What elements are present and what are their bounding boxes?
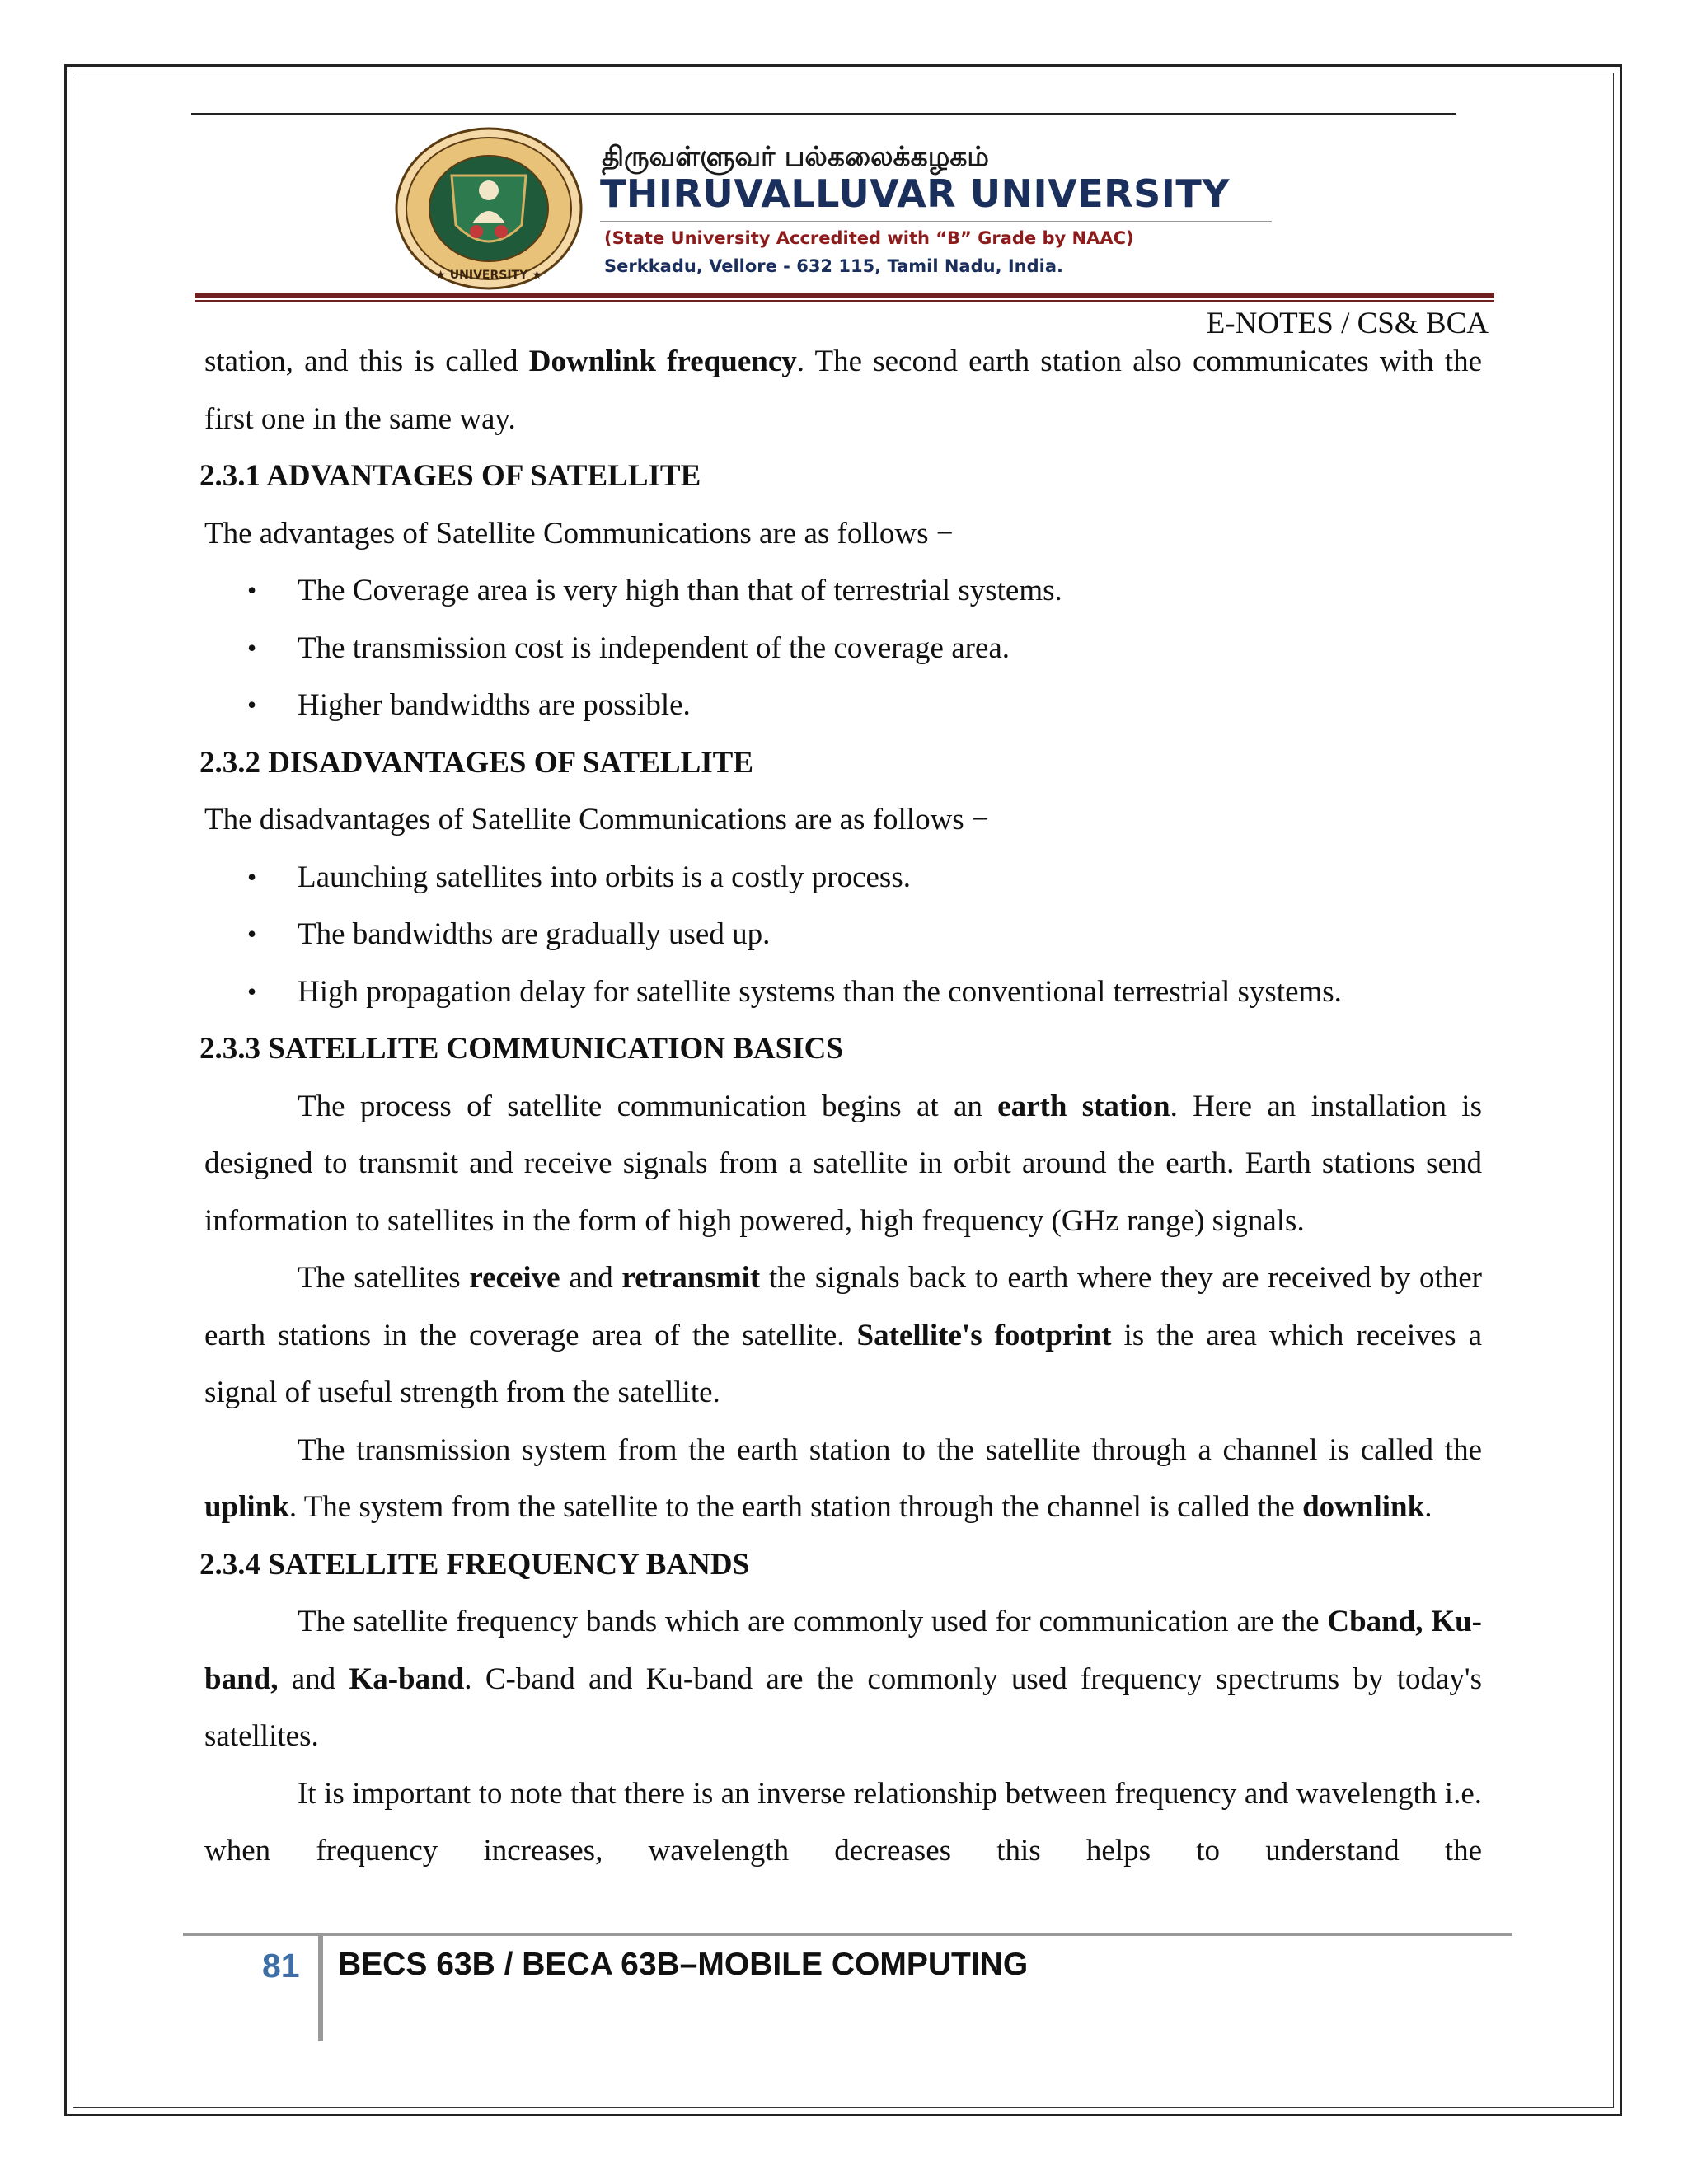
university-address: Serkkadu, Vellore - 632 115, Tamil Nadu, India. bbox=[604, 256, 1064, 276]
heading-advantages: 2.3.1 ADVANTAGES OF SATELLITE bbox=[199, 459, 701, 493]
list-item: • The bandwidths are gradually used up. bbox=[204, 906, 1482, 963]
list-item: • The Coverage area is very high than that of terrestrial systems. bbox=[204, 562, 1482, 620]
list-item: • Higher bandwidths are possible. bbox=[204, 677, 1482, 734]
header-thin-rule bbox=[600, 221, 1272, 222]
top-rule bbox=[191, 113, 1456, 115]
paragraph-footprint: The satellites receive and retransmit the signals back to earth where they are received by other earth stations in the coverage area of the satellite. Satellite's footprint is the area which receives a signal of useful strength from the satellite. bbox=[204, 1261, 1482, 1409]
course-title: BECS 63B / BECA 63B–MOBILE COMPUTING bbox=[338, 1947, 1029, 1982]
header-bar bbox=[195, 293, 1494, 298]
list-item: • The transmission cost is independent of the coverage area. bbox=[204, 620, 1482, 677]
bullet-icon: • bbox=[247, 575, 257, 605]
university-name-tamil: திருவள்ளுவர் பல்கலைக்கழகம் bbox=[602, 140, 989, 172]
header-bar-thin bbox=[195, 300, 1494, 302]
bullet-icon: • bbox=[247, 976, 257, 1006]
university-seal-icon bbox=[394, 126, 584, 291]
heading-basics: 2.3.3 SATELLITE COMMUNICATION BASICS bbox=[199, 1032, 843, 1066]
bullet-icon: • bbox=[247, 690, 257, 719]
footer-rule bbox=[183, 1933, 1512, 1936]
paragraph-uplink-downlink: The transmission system from the earth station to the satellite through a channel is called the uplink. The system from the satellite to the earth station through the channel is called the downlink. bbox=[204, 1432, 1482, 1524]
list-item: • High propagation delay for satellite systems than the conventional terrestrial systems. bbox=[204, 963, 1482, 1021]
accreditation-text: (State University Accredited with “B” Grade by NAAC) bbox=[604, 228, 1134, 248]
paragraph-earth-station: The process of satellite communication begins at an earth station. Here an installation is designed to transmit and receive signals from a satellite in orbit around the earth. Earth stations send information to satellites in the form of high powered, high frequency (GHz range) signals. bbox=[204, 1089, 1482, 1238]
list-item: • Launching satellites into orbits is a costly process. bbox=[204, 849, 1482, 907]
svg-text:★ UNIVERSITY ★: ★ UNIVERSITY ★ bbox=[435, 269, 542, 282]
advantages-intro: The advantages of Satellite Communications are as follows − bbox=[204, 516, 954, 551]
bullet-icon: • bbox=[247, 919, 257, 949]
paragraph-inverse-relationship: It is important to note that there is an inverse relationship between frequency and wavelength i.e. when frequency increases, wavelength decreases this helps to understand the bbox=[204, 1776, 1482, 1868]
page-content bbox=[199, 333, 1483, 1880]
paragraph-bands: The satellite frequency bands which are commonly used for communication are the Cband, Ku-band, and Ka-band. C-band and Ku-band are the commonly used frequency spectrums by today's satellites. bbox=[204, 1605, 1482, 1753]
bullet-icon: • bbox=[247, 632, 257, 663]
notes-label: E-NOTES / CS& BCA bbox=[1206, 307, 1489, 340]
heading-frequency-bands: 2.3.4 SATELLITE FREQUENCY BANDS bbox=[199, 1547, 750, 1582]
heading-disadvantages: 2.3.2 DISADVANTAGES OF SATELLITE bbox=[199, 745, 753, 780]
bullet-icon: • bbox=[247, 861, 257, 892]
footer-divider bbox=[318, 1936, 323, 2041]
page-number: 81 bbox=[262, 1947, 300, 1985]
university-name: THIRUVALLUVAR UNIVERSITY bbox=[600, 171, 1231, 216]
disadvantages-intro: The disadvantages of Satellite Communications are as follows − bbox=[204, 803, 989, 837]
paragraph-downlink: station, and this is called Downlink frequency. The second earth station also communicates with the first one in the same way. bbox=[204, 344, 1483, 436]
